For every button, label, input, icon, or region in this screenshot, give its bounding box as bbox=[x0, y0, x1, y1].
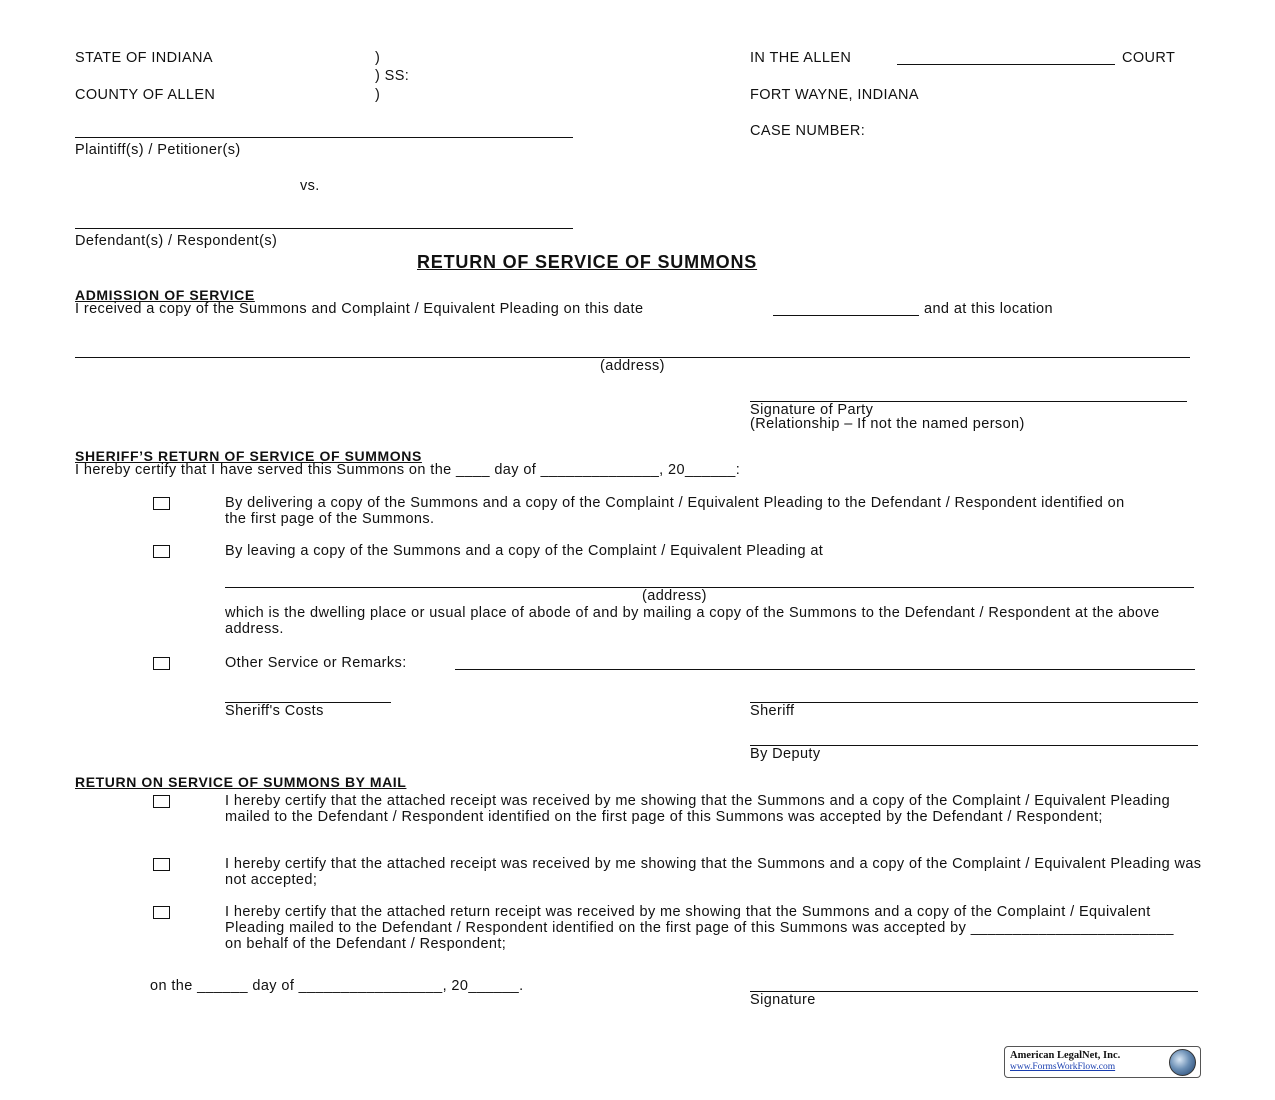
party-signature-label: Signature of Party bbox=[750, 402, 874, 418]
deputy-signature-label: By Deputy bbox=[750, 746, 821, 762]
plaintiff-name-line[interactable] bbox=[75, 137, 573, 138]
american-legalnet-logo bbox=[1004, 1046, 1201, 1078]
option-personal-delivery: By delivering a copy of the Summons and a copy of the Complaint / Equivalent Pleading to the Defendant / Respondent identified on the first page of the Summons. bbox=[225, 495, 1125, 527]
option-other-service: Other Service or Remarks: bbox=[225, 655, 407, 671]
checkbox-personal-delivery[interactable] bbox=[153, 497, 170, 510]
mail-option-accepted-by-other: I hereby certify that the attached return receipt was received by me showing that the Summons and a copy of the Complaint / Equivalent Pleading mailed to the Defendant / Respondent identified on the first page of this Summons was accepted by ________________________ on behalf of the Defendant / Respondent; bbox=[225, 904, 1174, 952]
dwelling-address-line[interactable] bbox=[225, 587, 1194, 588]
sheriff-signature-label: Sheriff bbox=[750, 703, 795, 719]
logo-website-link[interactable]: www.FormsWorkFlow.com bbox=[1010, 1062, 1116, 1072]
mail-heading: RETURN ON SERVICE OF SUMMONS BY MAIL bbox=[75, 774, 407, 790]
mail-option-not-accepted: I hereby certify that the attached receipt was received by me showing that the Summons and a copy of the Complaint / Equivalent Pleading was not accepted; bbox=[225, 856, 1202, 888]
ss-label: ) SS: bbox=[375, 68, 410, 84]
sheriff-costs-label: Sheriff's Costs bbox=[225, 703, 324, 719]
admission-address-label: (address) bbox=[600, 358, 665, 374]
court-name-blank[interactable] bbox=[897, 64, 1115, 65]
admission-heading: ADMISSION OF SERVICE bbox=[75, 287, 255, 303]
checkbox-leave-at-dwelling[interactable] bbox=[153, 545, 170, 558]
admission-date-blank[interactable] bbox=[773, 315, 919, 316]
defendant-name-line[interactable] bbox=[75, 228, 573, 229]
relationship-label: (Relationship – If not the named person) bbox=[750, 416, 1025, 432]
court-city: FORT WAYNE, INDIANA bbox=[750, 87, 919, 103]
county-label: COUNTY OF ALLEN bbox=[75, 87, 216, 103]
admission-text-after: and at this location bbox=[924, 301, 1053, 317]
option-leave-at-dwelling: By leaving a copy of the Summons and a copy of the Complaint / Equivalent Pleading at bbox=[225, 543, 824, 559]
state-label: STATE OF INDIANA bbox=[75, 50, 213, 66]
sheriff-certify-text: I hereby certify that I have served this Summons on the ____ day of ______________, 20______: bbox=[75, 462, 741, 478]
checkbox-mail-not-accepted[interactable] bbox=[153, 858, 170, 871]
checkbox-mail-accepted-by-other[interactable] bbox=[153, 906, 170, 919]
mail-option-accepted: I hereby certify that the attached receipt was received by me showing that the Summons and a copy of the Complaint / Equivalent Pleading mailed to the Defendant / Respondent identified on the first page of this Summons was accepted by the Defendant / Respondent; bbox=[225, 793, 1171, 825]
remarks-line[interactable] bbox=[455, 669, 1195, 670]
form-title: RETURN OF SERVICE OF SUMMONS bbox=[417, 252, 758, 272]
checkbox-mail-accepted[interactable] bbox=[153, 795, 170, 808]
mail-date-line: on the ______ day of _________________, 20______. bbox=[150, 978, 524, 994]
court-prefix: IN THE ALLEN bbox=[750, 50, 852, 66]
plaintiff-label: Plaintiff(s) / Petitioner(s) bbox=[75, 142, 241, 158]
logo-company-name: American LegalNet, Inc. bbox=[1010, 1050, 1121, 1061]
accepted-by-blank[interactable]: ________________________ bbox=[970, 920, 1174, 936]
mail-signature-label: Signature bbox=[750, 992, 816, 1008]
sheriff-heading: SHERIFF’S RETURN OF SERVICE OF SUMMONS bbox=[75, 448, 422, 464]
defendant-label: Defendant(s) / Respondent(s) bbox=[75, 233, 278, 249]
versus-label: vs. bbox=[300, 178, 320, 194]
checkbox-other-service[interactable] bbox=[153, 657, 170, 670]
globe-icon bbox=[1169, 1049, 1196, 1076]
mail-signature-line[interactable] bbox=[750, 991, 1198, 992]
court-suffix: COURT bbox=[1122, 50, 1176, 66]
dwelling-description: which is the dwelling place or usual place of abode of and by mailing a copy of the Summons to the Defendant / Respondent at the above address. bbox=[225, 605, 1160, 637]
caption-paren: ) bbox=[375, 50, 381, 66]
dwelling-address-label: (address) bbox=[642, 588, 707, 604]
case-number-label: CASE NUMBER: bbox=[750, 123, 866, 139]
caption-paren: ) bbox=[375, 87, 381, 103]
sheriff-signature-line[interactable] bbox=[750, 702, 1198, 703]
admission-text-before: I received a copy of the Summons and Complaint / Equivalent Pleading on this date bbox=[75, 301, 644, 317]
